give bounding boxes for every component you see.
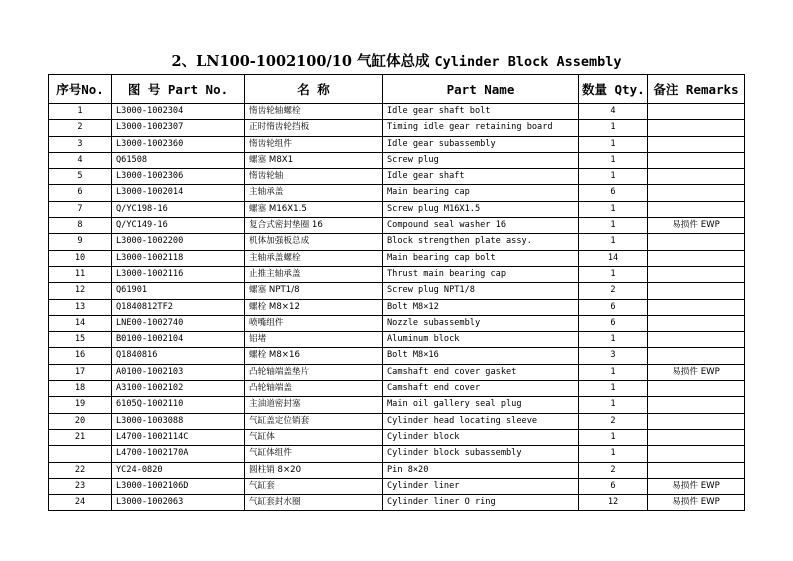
- cell-cn-name: 主轴承盖: [245, 185, 383, 201]
- cell-part-no: Q61508: [112, 152, 245, 168]
- cell-part-no: L3000-1002200: [112, 234, 245, 250]
- header-remarks: 备注 Remarks: [648, 75, 745, 104]
- header-part-name: Part Name: [383, 75, 579, 104]
- cell-qty: 1: [579, 332, 648, 348]
- cell-part-name: Cylinder liner: [383, 478, 579, 494]
- cell-no: 18: [49, 381, 112, 397]
- header-cn-name: 名 称: [245, 75, 383, 104]
- cell-part-name: Idle gear subassembly: [383, 136, 579, 152]
- cell-part-name: Cylinder head locating sleeve: [383, 413, 579, 429]
- cell-cn-name: 铝堵: [245, 332, 383, 348]
- cell-qty: 2: [579, 462, 648, 478]
- cell-part-no: L4700-1002170A: [112, 446, 245, 462]
- cell-cn-name: 气缸体: [245, 429, 383, 445]
- cell-remark: [648, 429, 745, 445]
- cell-qty: 6: [579, 185, 648, 201]
- cell-cn-name: 气缸体组件: [245, 446, 383, 462]
- cell-cn-name: 螺栓 M8×12: [245, 299, 383, 315]
- cell-qty: 1: [579, 136, 648, 152]
- cell-remark: [648, 462, 745, 478]
- cell-part-no: L3000-1002014: [112, 185, 245, 201]
- cell-cn-name: 气缸盖定位销套: [245, 413, 383, 429]
- cell-cn-name: 主轴承盖螺栓: [245, 250, 383, 266]
- cell-remark: [648, 348, 745, 364]
- table-row: [49, 152, 745, 168]
- cell-no: 5: [49, 169, 112, 185]
- cell-qty: 1: [579, 397, 648, 413]
- cell-qty: 1: [579, 446, 648, 462]
- header-part-no: 图 号 Part No.: [112, 75, 245, 104]
- table-row: [49, 234, 745, 250]
- table-row: [49, 218, 745, 234]
- cell-cn-name: 凸轮轴端盖垫片: [245, 364, 383, 380]
- cell-no: 19: [49, 397, 112, 413]
- cell-qty: 1: [579, 266, 648, 282]
- table-row: [49, 120, 745, 136]
- cell-no: [49, 446, 112, 462]
- cell-part-name: Block strengthen plate assy.: [383, 234, 579, 250]
- cell-part-name: Main bearing cap: [383, 185, 579, 201]
- cell-part-no: Q1840812TF2: [112, 299, 245, 315]
- cell-part-no: A0100-1002103: [112, 364, 245, 380]
- cell-qty: 12: [579, 495, 648, 511]
- cell-cn-name: 螺栓 M8×16: [245, 348, 383, 364]
- parts-table: [48, 74, 745, 511]
- cell-part-name: Pin 8×20: [383, 462, 579, 478]
- cell-cn-name: 正时惰齿轮挡板: [245, 120, 383, 136]
- table-row: [49, 201, 745, 217]
- cell-remark: 易损件 EWP: [648, 218, 745, 234]
- table-row: [49, 413, 745, 429]
- table-row: [49, 250, 745, 266]
- cell-cn-name: 惰齿轮轴: [245, 169, 383, 185]
- table-row: [49, 397, 745, 413]
- cell-remark: [648, 299, 745, 315]
- cell-qty: 6: [579, 299, 648, 315]
- cell-qty: 1: [579, 364, 648, 380]
- cell-part-name: Bolt M8×12: [383, 299, 579, 315]
- table-row: [49, 429, 745, 445]
- header-qty: 数量 Qty.: [579, 75, 648, 104]
- cell-qty: 6: [579, 315, 648, 331]
- cell-cn-name: 复合式密封垫圈 16: [245, 218, 383, 234]
- table-row: [49, 185, 745, 201]
- cell-qty: 2: [579, 413, 648, 429]
- cell-remark: [648, 381, 745, 397]
- cell-remark: [648, 136, 745, 152]
- cell-qty: 1: [579, 152, 648, 168]
- table-row: [49, 348, 745, 364]
- cell-part-no: L4700-1002114C: [112, 429, 245, 445]
- table-row: [49, 299, 745, 315]
- cell-part-no: L3000-1002106D: [112, 478, 245, 494]
- cell-qty: 4: [579, 104, 648, 120]
- cell-no: 3: [49, 136, 112, 152]
- cell-part-name: Main bearing cap bolt: [383, 250, 579, 266]
- title-english: Cylinder Block Assembly: [434, 54, 622, 70]
- table-row: [49, 462, 745, 478]
- cell-part-no: L3000-1002307: [112, 120, 245, 136]
- cell-part-name: Thrust main bearing cap: [383, 266, 579, 282]
- cell-qty: 6: [579, 478, 648, 494]
- cell-part-no: Q/YC149-16: [112, 218, 245, 234]
- cell-part-name: Screw plug NPT1/8: [383, 283, 579, 299]
- cell-remark: [648, 234, 745, 250]
- cell-remark: [648, 315, 745, 331]
- cell-cn-name: 气缸套封水圈: [245, 495, 383, 511]
- cell-cn-name: 惰齿轮轴螺栓: [245, 104, 383, 120]
- cell-remark: [648, 169, 745, 185]
- table-row: [49, 136, 745, 152]
- cell-remark: [648, 446, 745, 462]
- cell-qty: 14: [579, 250, 648, 266]
- cell-remark: [648, 266, 745, 282]
- table-row: [49, 478, 745, 494]
- cell-cn-name: 惰齿轮组件: [245, 136, 383, 152]
- table-row: [49, 283, 745, 299]
- cell-part-name: Camshaft end cover: [383, 381, 579, 397]
- cell-remark: 易损件 EWP: [648, 364, 745, 380]
- cell-part-name: Aluminum block: [383, 332, 579, 348]
- cell-cn-name: 螺塞 NPT1/8: [245, 283, 383, 299]
- cell-no: 20: [49, 413, 112, 429]
- cell-part-name: Idle gear shaft: [383, 169, 579, 185]
- page-title: [0, 50, 793, 71]
- cell-remark: 易损件 EWP: [648, 495, 745, 511]
- table-row: [49, 266, 745, 282]
- cell-part-name: Idle gear shaft bolt: [383, 104, 579, 120]
- cell-part-no: Q/YC198-16: [112, 201, 245, 217]
- cell-no: 10: [49, 250, 112, 266]
- cell-cn-name: 螺塞 M8X1: [245, 152, 383, 168]
- cell-no: 11: [49, 266, 112, 282]
- cell-no: 21: [49, 429, 112, 445]
- cell-part-name: Cylinder block: [383, 429, 579, 445]
- cell-remark: [648, 283, 745, 299]
- table-row: [49, 381, 745, 397]
- cell-part-no: L3000-1002063: [112, 495, 245, 511]
- cell-part-no: L3000-1002116: [112, 266, 245, 282]
- cell-part-name: Timing idle gear retaining board: [383, 120, 579, 136]
- cell-no: 1: [49, 104, 112, 120]
- cell-remark: [648, 397, 745, 413]
- cell-qty: 2: [579, 283, 648, 299]
- cell-part-no: L3000-1002306: [112, 169, 245, 185]
- cell-part-no: L3000-1002118: [112, 250, 245, 266]
- cell-part-name: Cylinder liner O ring: [383, 495, 579, 511]
- cell-qty: 1: [579, 201, 648, 217]
- cell-part-no: 6105Q-1002110: [112, 397, 245, 413]
- cell-part-name: Nozzle subassembly: [383, 315, 579, 331]
- cell-qty: 3: [579, 348, 648, 364]
- cell-cn-name: 机体加强板总成: [245, 234, 383, 250]
- cell-part-name: Main oil gallery seal plug: [383, 397, 579, 413]
- cell-remark: [648, 152, 745, 168]
- cell-no: 7: [49, 201, 112, 217]
- cell-no: 15: [49, 332, 112, 348]
- cell-remark: [648, 201, 745, 217]
- cell-remark: [648, 332, 745, 348]
- table-row: [49, 446, 745, 462]
- cell-no: 22: [49, 462, 112, 478]
- cell-part-no: B0100-1002104: [112, 332, 245, 348]
- cell-cn-name: 气缸套: [245, 478, 383, 494]
- header-no: 序号No.: [49, 75, 112, 104]
- cell-cn-name: 凸轮轴端盖: [245, 381, 383, 397]
- cell-cn-name: 喷嘴组件: [245, 315, 383, 331]
- cell-no: 9: [49, 234, 112, 250]
- cell-cn-name: 止推主轴承盖: [245, 266, 383, 282]
- cell-remark: [648, 185, 745, 201]
- cell-no: 16: [49, 348, 112, 364]
- cell-no: 8: [49, 218, 112, 234]
- cell-part-name: Camshaft end cover gasket: [383, 364, 579, 380]
- cell-cn-name: 螺塞 M16X1.5: [245, 201, 383, 217]
- cell-no: 14: [49, 315, 112, 331]
- cell-part-no: L3000-1002304: [112, 104, 245, 120]
- cell-no: 13: [49, 299, 112, 315]
- cell-part-no: L3000-1003088: [112, 413, 245, 429]
- cell-cn-name: 圆柱销 8×20: [245, 462, 383, 478]
- cell-part-name: Bolt M8×16: [383, 348, 579, 364]
- table-row: [49, 364, 745, 380]
- cell-no: 4: [49, 152, 112, 168]
- table-header-row: [49, 75, 745, 104]
- table-row: [49, 315, 745, 331]
- cell-no: 23: [49, 478, 112, 494]
- cell-no: 6: [49, 185, 112, 201]
- cell-qty: 1: [579, 381, 648, 397]
- cell-qty: 1: [579, 120, 648, 136]
- cell-remark: [648, 104, 745, 120]
- cell-part-no: LNE00-1002740: [112, 315, 245, 331]
- title-prefix: 2、LN100-1002100/10 气缸体总成: [171, 53, 430, 70]
- cell-remark: 易损件 EWP: [648, 478, 745, 494]
- cell-qty: 1: [579, 218, 648, 234]
- cell-no: 24: [49, 495, 112, 511]
- cell-qty: 1: [579, 169, 648, 185]
- table-row: [49, 104, 745, 120]
- cell-no: 2: [49, 120, 112, 136]
- cell-remark: [648, 120, 745, 136]
- table-row: [49, 495, 745, 511]
- cell-part-no: Q1840816: [112, 348, 245, 364]
- cell-part-no: YC24-0820: [112, 462, 245, 478]
- cell-part-no: Q61901: [112, 283, 245, 299]
- cell-part-name: Compound seal washer 16: [383, 218, 579, 234]
- cell-part-name: Screw plug M16X1.5: [383, 201, 579, 217]
- table-row: [49, 332, 745, 348]
- cell-part-no: A3100-1002102: [112, 381, 245, 397]
- cell-part-name: Cylinder block subassembly: [383, 446, 579, 462]
- table-row: [49, 169, 745, 185]
- cell-cn-name: 主油道密封塞: [245, 397, 383, 413]
- cell-qty: 1: [579, 429, 648, 445]
- cell-qty: 1: [579, 234, 648, 250]
- cell-part-no: L3000-1002360: [112, 136, 245, 152]
- cell-no: 17: [49, 364, 112, 380]
- cell-remark: [648, 413, 745, 429]
- cell-no: 12: [49, 283, 112, 299]
- cell-remark: [648, 250, 745, 266]
- cell-part-name: Screw plug: [383, 152, 579, 168]
